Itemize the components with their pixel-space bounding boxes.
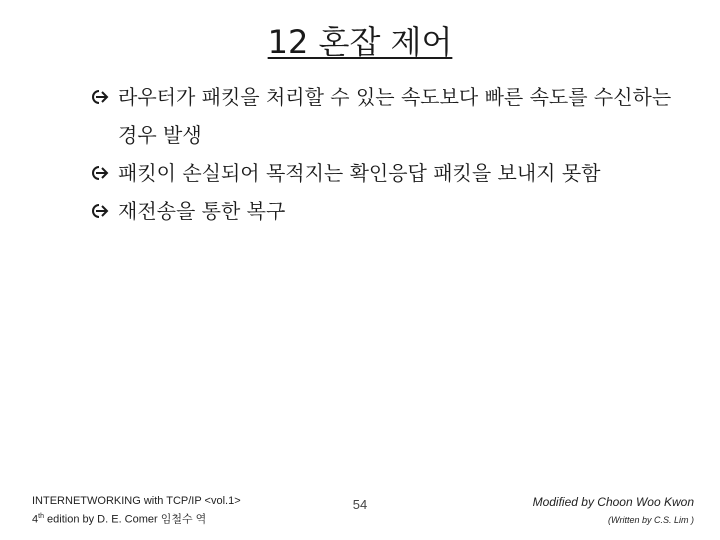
bullet-text: 라우터가 패킷을 처리할 수 있는 속도보다 빠른 속도를 수신하는 경우 발생 [118,85,672,147]
footer-edition-text: edition by D. E. Comer 임철수 역 [43,513,207,526]
footer-modified-by: Modified by Choon Woo Kwon [532,495,694,509]
arrow-right-circle-icon [88,78,118,116]
bullet-text: 패킷이 손실되어 목적지는 확인응답 패킷을 보내지 못함 [118,161,601,185]
arrow-right-circle-icon [88,154,118,192]
bullet-item [88,154,688,192]
footer-edition-number: 4 [32,513,39,526]
footer-book-title: INTERNETWORKING with TCP/IP <vol.1> [32,495,241,507]
arrow-right-circle-icon [88,192,118,230]
bullet-item [88,192,688,230]
footer-credits [533,493,694,527]
footer-book-info [32,493,241,528]
footer-written-by: (Written by C.S. Lim ) [607,515,694,525]
bullet-item [88,78,688,154]
slide-title [0,20,720,64]
slide-title-text: 12 혼잡 제어 [267,23,453,61]
page-number: 54 [352,497,368,512]
footer-edition-suffix: th [38,513,44,520]
footer-edition [32,509,241,528]
bullet-list [88,78,688,230]
bullet-text: 재전송을 통한 복구 [118,199,286,223]
